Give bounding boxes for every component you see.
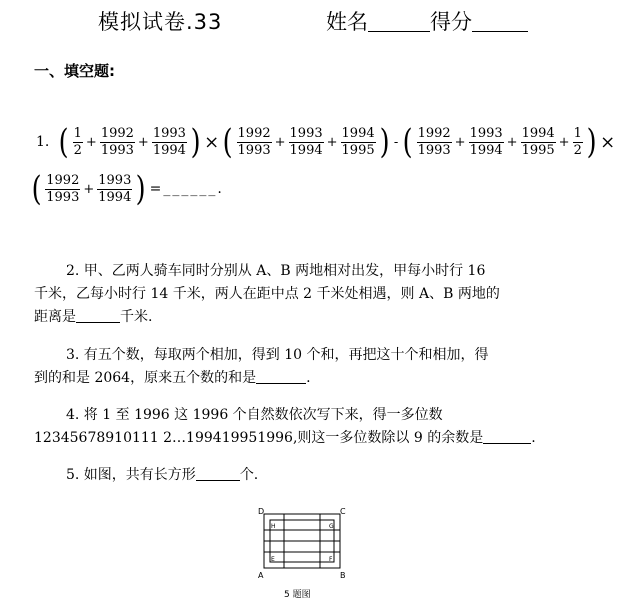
denominator: 1995 xyxy=(521,142,555,158)
q2-text: 距离是 xyxy=(34,309,76,325)
paren-close: ) xyxy=(379,122,390,162)
label-e: E xyxy=(271,556,275,563)
equals-sign: = xyxy=(149,181,162,197)
q1-period: . xyxy=(217,181,222,197)
denominator: 1993 xyxy=(237,142,271,158)
paren-open: ( xyxy=(31,169,42,209)
label-b: B xyxy=(340,571,346,580)
denominator: 1993 xyxy=(417,142,451,158)
q3-answer-blank[interactable] xyxy=(256,369,306,384)
name-label: 姓名 xyxy=(326,10,368,34)
q2-line2: 千米，乙每小时行 14 千米，两人在距中点 2 千米处相遇，则 A、B 两地的 xyxy=(34,286,500,302)
paren-open: ( xyxy=(59,122,69,162)
score-label: 得分 xyxy=(430,10,472,34)
denominator: 1993 xyxy=(100,142,134,158)
fraction xyxy=(417,126,452,159)
numerator: 1994 xyxy=(341,125,375,141)
q1-line1 xyxy=(36,122,617,162)
label-g: G xyxy=(329,523,334,530)
denominator: 1994 xyxy=(98,189,132,205)
numerator: 1 xyxy=(573,125,582,141)
paren-close: ) xyxy=(190,122,201,162)
q3-line1: 3. 有五个数，每取两个相加，得到 10 个和，再把这十个和相加，得 xyxy=(66,347,489,363)
numerator: 1992 xyxy=(237,125,271,141)
fraction xyxy=(97,173,132,206)
label-f: F xyxy=(329,556,333,563)
q2-line1: 2. 甲、乙两人骑车同时分别从 A、B 两地相对出发，甲每小时行 16 xyxy=(66,263,486,279)
fraction xyxy=(45,173,80,206)
q4-line1: 4. 将 1 至 1996 这 1996 个自然数依次写下来，得一多位数 xyxy=(66,407,443,423)
numerator: 1993 xyxy=(469,125,503,141)
denominator: 1995 xyxy=(341,142,375,158)
plus-sign: + xyxy=(326,134,338,150)
paren-open: ( xyxy=(222,122,233,162)
fraction xyxy=(469,126,504,159)
fraction xyxy=(237,126,272,159)
numerator: 1994 xyxy=(521,125,555,141)
paren-close: ) xyxy=(586,122,597,162)
fraction xyxy=(100,126,135,159)
q1-number: 1. xyxy=(36,134,50,150)
fraction xyxy=(289,126,324,159)
numerator: 1992 xyxy=(46,172,80,188)
plus-sign: + xyxy=(137,134,149,150)
label-d: D xyxy=(258,507,265,516)
page-title: 模拟试卷.33 xyxy=(98,10,223,34)
q2-answer-blank[interactable] xyxy=(76,308,120,323)
q5-period: 个. xyxy=(239,467,259,483)
q3-line2 xyxy=(34,367,311,389)
q5-text: 5. 如图，共有长方形 xyxy=(66,467,196,483)
q5-line xyxy=(66,464,258,486)
q4-answer-blank[interactable] xyxy=(483,429,531,444)
times-sign: × xyxy=(600,131,616,153)
fraction xyxy=(521,126,556,159)
denominator: 2 xyxy=(573,142,582,158)
plus-sign: + xyxy=(506,134,518,150)
numerator: 1993 xyxy=(152,125,186,141)
plus-sign: + xyxy=(558,134,570,150)
figure-caption: 5 题图 xyxy=(284,590,311,600)
name-blank[interactable] xyxy=(368,11,430,32)
fraction xyxy=(573,126,583,159)
fraction xyxy=(152,126,187,159)
paren-open: ( xyxy=(402,122,413,162)
q2-unit: 千米. xyxy=(120,309,153,325)
q5-answer-blank[interactable] xyxy=(196,466,240,481)
name-score-fields xyxy=(326,6,528,36)
times-sign: × xyxy=(204,131,220,153)
denominator: 2 xyxy=(73,142,82,158)
q1-line2 xyxy=(30,169,222,209)
plus-sign: + xyxy=(83,181,95,197)
denominator: 1994 xyxy=(469,142,503,158)
plus-sign: + xyxy=(454,134,466,150)
q4-period: . xyxy=(531,430,536,446)
denominator: 1994 xyxy=(289,142,323,158)
section-title: 一、填空题: xyxy=(34,62,115,80)
q2-line3 xyxy=(34,306,152,328)
minus-sign: - xyxy=(393,134,399,150)
plus-sign: + xyxy=(85,134,97,150)
label-a: A xyxy=(258,571,264,580)
denominator: 1993 xyxy=(46,189,80,205)
rectangle-figure xyxy=(252,504,352,584)
q1-answer-blank[interactable]: ______ xyxy=(163,181,218,197)
q4-text: 12345678910111 2…199419951996,则这一多位数除以 9 的余数是 xyxy=(34,430,484,446)
fraction xyxy=(73,126,83,159)
paren-close: ) xyxy=(136,169,146,209)
plus-sign: + xyxy=(274,134,286,150)
q4-line2 xyxy=(34,427,536,449)
denominator: 1994 xyxy=(152,142,186,158)
numerator: 1993 xyxy=(289,125,323,141)
q3-period: . xyxy=(306,370,311,386)
numerator: 1992 xyxy=(417,125,451,141)
numerator: 1 xyxy=(73,125,82,141)
score-blank[interactable] xyxy=(472,11,528,32)
label-c: C xyxy=(340,507,346,516)
numerator: 1992 xyxy=(100,125,134,141)
numerator: 1993 xyxy=(98,172,132,188)
label-h: H xyxy=(271,523,276,530)
fraction xyxy=(341,126,376,159)
q3-text: 到的和是 2064，原来五个数的和是 xyxy=(34,370,257,386)
